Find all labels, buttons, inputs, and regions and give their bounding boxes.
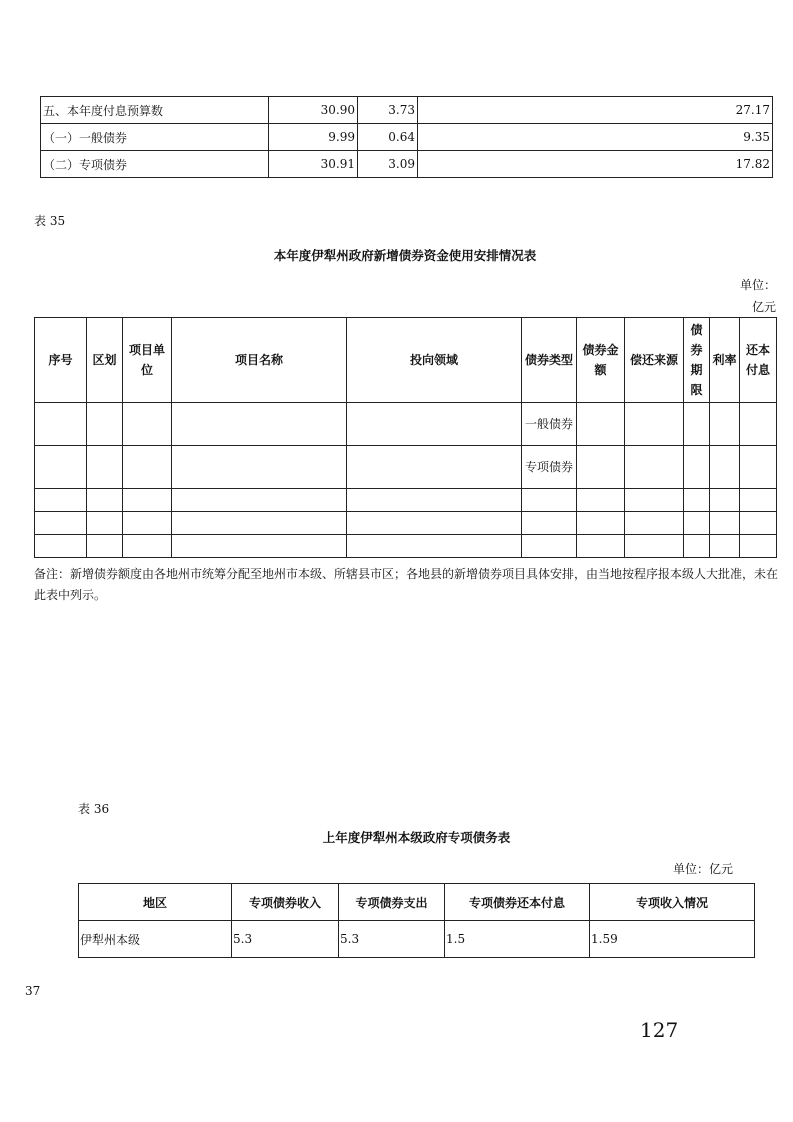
value-cell: 17.82	[418, 151, 773, 178]
table-cell	[172, 489, 347, 512]
table-cell	[347, 512, 522, 535]
table-row	[79, 921, 755, 958]
table-cell	[87, 535, 123, 558]
table-cell	[522, 535, 577, 558]
table-cell	[684, 489, 710, 512]
table36-title: 上年度伊犁州本级政府专项债务表	[322, 830, 511, 845]
column-header: 债券金额	[577, 318, 625, 403]
table-cell	[710, 446, 740, 489]
table35-unit-line1: 单位：	[739, 278, 776, 292]
table-cell	[172, 535, 347, 558]
table-cell	[740, 446, 777, 489]
table-cell	[625, 512, 684, 535]
side-number: 37	[25, 984, 41, 998]
budget-row	[41, 97, 773, 124]
column-header: 利率	[710, 318, 740, 403]
column-header: 项目单位	[123, 318, 172, 403]
table-cell	[522, 489, 577, 512]
column-header: 专项收入情况	[590, 884, 755, 921]
table36-caption: 表 36	[78, 802, 110, 816]
table-cell	[35, 512, 87, 535]
new-bond-usage-table	[34, 317, 777, 558]
value-cell: 3.73	[358, 97, 418, 124]
value-cell: 9.99	[269, 124, 358, 151]
table-cell: 1.59	[590, 921, 755, 958]
table-cell	[172, 512, 347, 535]
row-label: （二）专项债券	[41, 151, 269, 178]
budget-row	[41, 151, 773, 178]
table-cell	[347, 403, 522, 446]
table-cell	[87, 403, 123, 446]
table-cell: 1.5	[445, 921, 590, 958]
table-row	[35, 403, 777, 446]
column-header: 还本付息	[740, 318, 777, 403]
value-cell: 0.64	[358, 124, 418, 151]
table-cell	[87, 512, 123, 535]
table-cell: 5.3	[339, 921, 445, 958]
table-cell	[740, 403, 777, 446]
table-cell	[740, 535, 777, 558]
table-cell: 专项债券	[522, 446, 577, 489]
table-cell	[87, 489, 123, 512]
table-cell	[347, 446, 522, 489]
table-cell	[347, 535, 522, 558]
column-header: 专项债券支出	[339, 884, 445, 921]
table-cell	[740, 512, 777, 535]
column-header: 项目名称	[172, 318, 347, 403]
table-row	[35, 446, 777, 489]
table-cell	[123, 489, 172, 512]
budget-row	[41, 124, 773, 151]
row-label: （一）一般债券	[41, 124, 269, 151]
table-cell	[625, 535, 684, 558]
table-cell	[684, 512, 710, 535]
table35-unit-line2: 亿元	[751, 300, 776, 314]
column-header: 序号	[35, 318, 87, 403]
table-cell: 一般债券	[522, 403, 577, 446]
table-cell	[577, 512, 625, 535]
column-header: 区划	[87, 318, 123, 403]
table-cell	[347, 489, 522, 512]
table-cell: 5.3	[232, 921, 339, 958]
table-cell	[87, 446, 123, 489]
table-cell	[123, 535, 172, 558]
table-cell	[710, 403, 740, 446]
table-row	[35, 489, 777, 512]
column-header: 偿还来源	[625, 318, 684, 403]
table36-unit: 单位：亿元	[672, 862, 733, 876]
table-cell	[172, 403, 347, 446]
table-cell	[35, 446, 87, 489]
table-cell: 伊犁州本级	[79, 921, 232, 958]
table-cell	[123, 403, 172, 446]
table-cell	[684, 535, 710, 558]
table-cell	[123, 446, 172, 489]
table-row	[35, 535, 777, 558]
table-cell	[710, 535, 740, 558]
column-header: 债券期限	[684, 318, 710, 403]
table35-caption: 表 35	[34, 214, 66, 228]
table-cell	[577, 446, 625, 489]
table-cell	[740, 489, 777, 512]
table-cell	[710, 512, 740, 535]
value-cell: 30.90	[269, 97, 358, 124]
column-header: 债券类型	[522, 318, 577, 403]
table35-title: 本年度伊犁州政府新增债券资金使用安排情况表	[273, 248, 537, 263]
interest-budget-table	[40, 96, 773, 178]
table-cell	[35, 489, 87, 512]
table-cell	[123, 512, 172, 535]
table-cell	[172, 446, 347, 489]
table35-note: 备注：新增债券额度由各地州市统筹分配至地州市本级、所辖县市区；各地县的新增债券项目具体安排，由当地按程序报本级人大批准，未在此表中列示。	[34, 567, 779, 602]
table-cell	[35, 535, 87, 558]
column-header: 地区	[79, 884, 232, 921]
table-cell	[625, 446, 684, 489]
table-cell	[710, 489, 740, 512]
value-cell: 9.35	[418, 124, 773, 151]
row-label: 五、本年度付息预算数	[41, 97, 269, 124]
column-header: 投向领域	[347, 318, 522, 403]
table-cell	[577, 535, 625, 558]
table-row	[35, 512, 777, 535]
table-cell	[577, 403, 625, 446]
table-cell	[684, 403, 710, 446]
table-cell	[625, 403, 684, 446]
page-number: 127	[640, 1018, 679, 1042]
value-cell: 30.91	[269, 151, 358, 178]
table-cell	[625, 489, 684, 512]
column-header: 专项债券收入	[232, 884, 339, 921]
table-cell	[577, 489, 625, 512]
table-cell	[35, 403, 87, 446]
column-header: 专项债券还本付息	[445, 884, 590, 921]
table-cell	[684, 446, 710, 489]
value-cell: 3.09	[358, 151, 418, 178]
value-cell: 27.17	[418, 97, 773, 124]
special-debt-table	[78, 883, 755, 958]
table-cell	[522, 512, 577, 535]
